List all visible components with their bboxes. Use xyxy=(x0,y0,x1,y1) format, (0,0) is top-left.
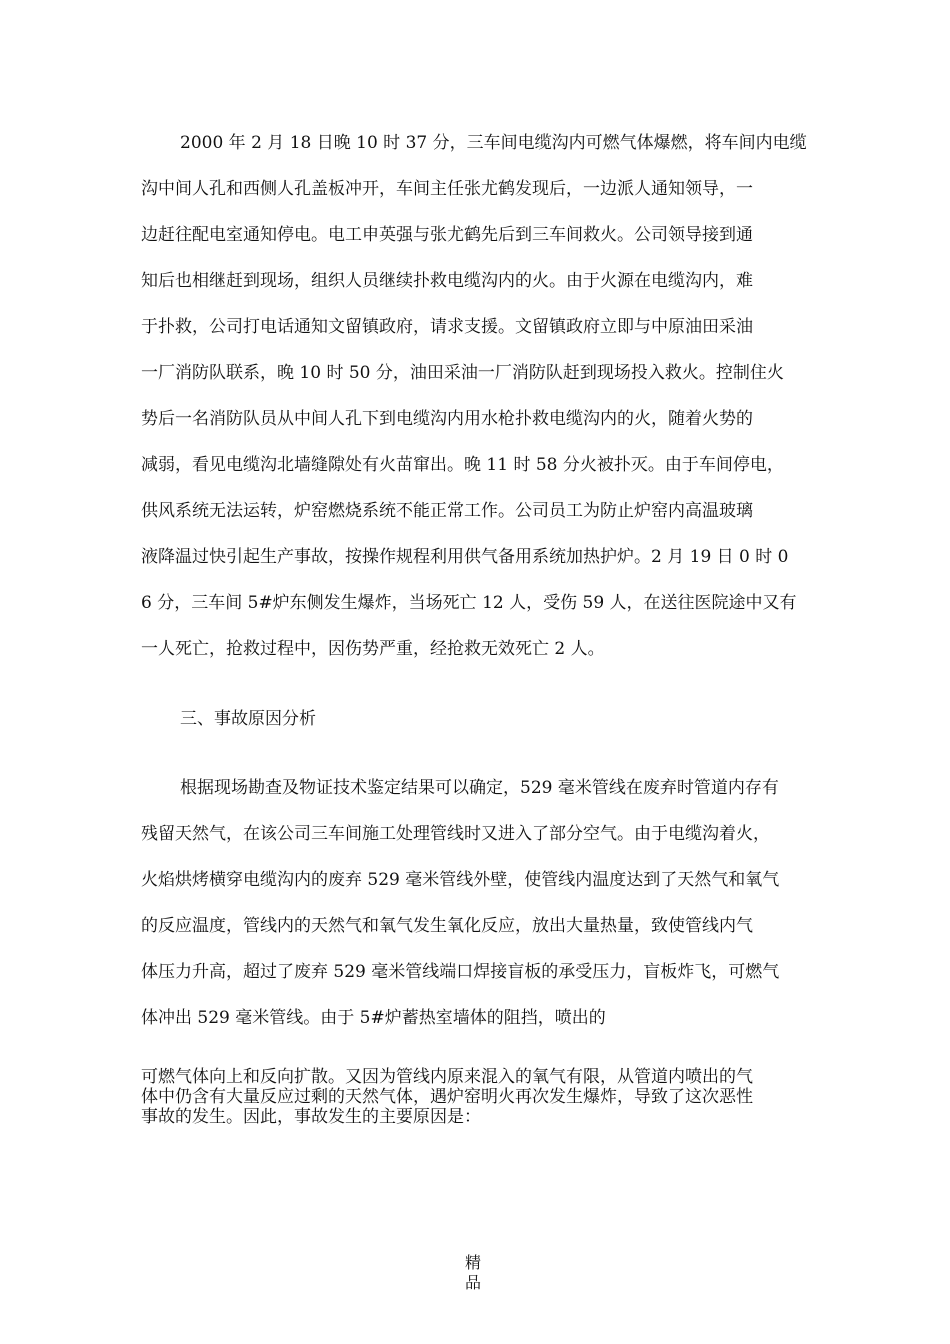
paragraph-1-line-11: 6 分，三车间 5#炉东侧发生爆炸，当场死亡 12 人，受伤 59 人，在送往医院途中又有 xyxy=(141,593,797,613)
paragraph-2-line-2: 残留天然气，在该公司三车间施工处理管线时又进入了部分空气。由于电缆沟着火， xyxy=(141,824,770,844)
paragraph-2-line-1: 根据现场勘查及物证技术鉴定结果可以确定，529 毫米管线在废弃时管道内存有 xyxy=(180,778,779,798)
paragraph-1-line-3: 边赶往配电室通知停电。电工申英强与张尤鹤先后到三车间救火。公司领导接到通 xyxy=(141,225,753,245)
paragraph-2-line-5: 体压力升高，超过了废弃 529 毫米管线端口焊接盲板的承受压力，盲板炸飞，可燃气 xyxy=(141,962,780,982)
paragraph-1-line-7: 势后一名消防队员从中间人孔下到电缆沟内用水枪扑救电缆沟内的火，随着火势的 xyxy=(141,409,753,429)
footer-char-1: 精 xyxy=(464,1253,481,1272)
paragraph-1-line-4: 知后也相继赶到现场，组织人员继续扑救电缆沟内的火。由于火源在电缆沟内，难 xyxy=(141,271,753,291)
section-heading: 三、事故原因分析 xyxy=(180,709,316,729)
paragraph-3-line-3: 事故的发生。因此，事故发生的主要原因是： xyxy=(141,1107,481,1127)
paragraph-1-line-12: 一人死亡，抢救过程中，因伤势严重，经抢救无效死亡 2 人。 xyxy=(141,639,605,659)
paragraph-2-line-4: 的反应温度，管线内的天然气和氧气发生氧化反应，放出大量热量，致使管线内气 xyxy=(141,916,753,936)
paragraph-2-line-3: 火焰烘烤横穿电缆沟内的废弃 529 毫米管线外壁，使管线内温度达到了天然气和氧气 xyxy=(141,870,780,890)
footer-char-2: 品 xyxy=(464,1273,481,1292)
paragraph-1-line-9: 供风系统无法运转，炉窑燃烧系统不能正常工作。公司员工为防止炉窑内高温玻璃 xyxy=(141,501,753,521)
paragraph-3-line-1: 可燃气体向上和反向扩散。又因为管线内原来混入的氧气有限，从管道内喷出的气 xyxy=(141,1067,753,1087)
paragraph-1-line-8: 减弱，看见电缆沟北墙缝隙处有火苗窜出。晚 11 时 58 分火被扑灭。由于车间停电， xyxy=(141,455,784,475)
paragraph-1-line-5: 于扑救，公司打电话通知文留镇政府，请求支援。文留镇政府立即与中原油田采油 xyxy=(141,317,753,337)
paragraph-2-line-6: 体冲出 529 毫米管线。由于 5#炉蓄热室墙体的阻挡，喷出的 xyxy=(141,1008,606,1028)
paragraph-1-line-2: 沟中间人孔和西侧人孔盖板冲开，车间主任张尤鹤发现后，一边派人通知领导，一 xyxy=(141,179,753,199)
paragraph-3-line-2: 体中仍含有大量反应过剩的天然气体，遇炉窑明火再次发生爆炸，导致了这次恶性 xyxy=(141,1087,753,1107)
paragraph-1-line-1: 2000 年 2 月 18 日晚 10 时 37 分，三车间电缆沟内可燃气体爆燃，将车间内电缆 xyxy=(180,133,807,153)
paragraph-1-line-10: 液降温过快引起生产事故，按操作规程利用供气备用系统加热护炉。2 月 19 日 0 时 0 xyxy=(141,547,789,567)
paragraph-1-line-6: 一厂消防队联系，晚 10 时 50 分，油田采油一厂消防队赶到现场投入救火。控制住火 xyxy=(141,363,784,383)
